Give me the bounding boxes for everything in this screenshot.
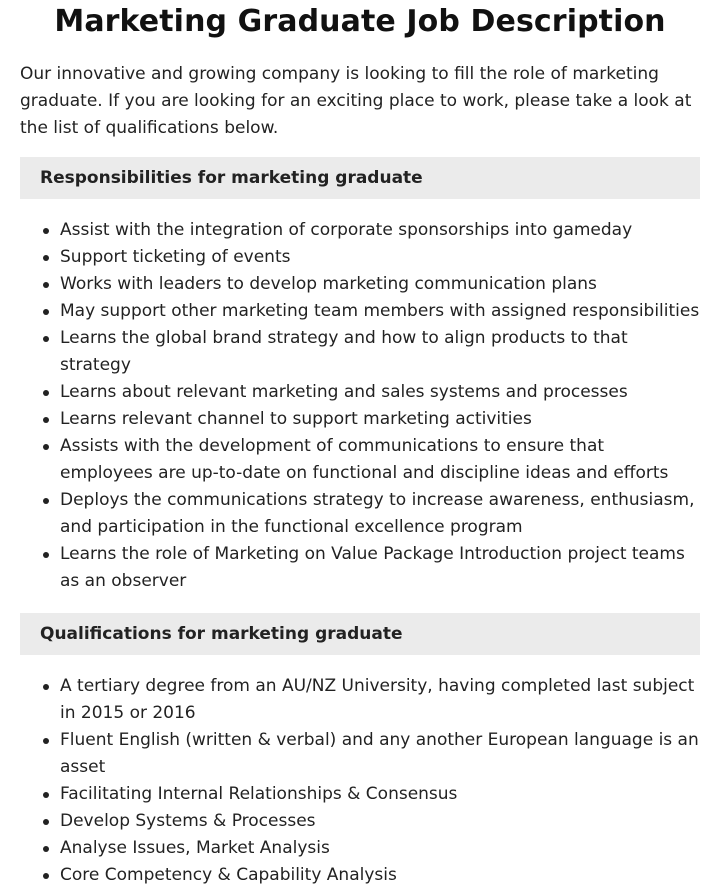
list-item-text: A tertiary degree from an AU/NZ University, having completed last subject in 2015 or 2016: [60, 676, 695, 723]
list-item-text: Support ticketing of events: [60, 247, 291, 267]
list-item-text: Deploys the communications strategy to increase awareness, enthusiasm, and participation in the functional excellence program: [60, 490, 695, 537]
bullet-icon: [43, 873, 49, 879]
list-item: [60, 487, 700, 541]
bullet-icon: [43, 792, 49, 798]
list-item: [60, 433, 700, 487]
list-item: [60, 217, 700, 244]
list-item-text: Analyse Issues, Market Analysis: [60, 838, 330, 858]
list-item: [60, 781, 700, 808]
list-item: [60, 379, 700, 406]
list-item: [60, 298, 700, 325]
list-item: [60, 808, 700, 835]
bullet-icon: [43, 282, 49, 288]
list-item-text: Develop Systems & Processes: [60, 811, 316, 831]
list-item-text: May support other marketing team members with assigned responsibilities: [60, 301, 700, 321]
qualifications-heading: Qualifications for marketing graduate: [20, 613, 700, 655]
responsibilities-list: [20, 217, 700, 595]
list-item: [60, 406, 700, 433]
bullet-icon: [43, 738, 49, 744]
list-item-text: Learns relevant channel to support marketing activities: [60, 409, 532, 429]
list-item-text: Works with leaders to develop marketing communication plans: [60, 274, 597, 294]
bullet-icon: [43, 228, 49, 234]
list-item-text: Facilitating Internal Relationships & Consensus: [60, 784, 458, 804]
bullet-icon: [43, 444, 49, 450]
list-item-text: Core Competency & Capability Analysis: [60, 865, 397, 885]
list-item: [60, 673, 700, 727]
bullet-icon: [43, 846, 49, 852]
bullet-icon: [43, 336, 49, 342]
list-item: [60, 862, 700, 889]
list-item-text: Learns the role of Marketing on Value Package Introduction project teams as an observer: [60, 544, 685, 591]
list-item-text: Learns the global brand strategy and how to align products to that strategy: [60, 328, 628, 375]
bullet-icon: [43, 552, 49, 558]
list-item: [60, 835, 700, 862]
bullet-icon: [43, 684, 49, 690]
page-title: Marketing Graduate Job Description: [54, 4, 666, 39]
qualifications-list: [20, 673, 700, 889]
list-item: [60, 271, 700, 298]
bullet-icon: [43, 390, 49, 396]
bullet-icon: [43, 498, 49, 504]
bullet-icon: [43, 255, 49, 261]
intro-paragraph: Our innovative and growing company is looking to fill the role of marketing graduate. If you are looking for an exciting place to work, please take a look at the list of qualifications below.: [20, 64, 692, 138]
list-item-text: Learns about relevant marketing and sales systems and processes: [60, 382, 628, 402]
list-item-text: Fluent English (written & verbal) and any another European language is an asset: [60, 730, 699, 777]
list-item: [60, 541, 700, 595]
list-item: [60, 325, 700, 379]
bullet-icon: [43, 819, 49, 825]
list-item: [60, 727, 700, 781]
list-item: [60, 244, 700, 271]
bullet-icon: [43, 309, 49, 315]
bullet-icon: [43, 417, 49, 423]
list-item-text: Assists with the development of communications to ensure that employees are up-to-date on functional and discipline ideas and efforts: [60, 436, 669, 483]
responsibilities-heading: Responsibilities for marketing graduate: [20, 157, 700, 199]
list-item-text: Assist with the integration of corporate sponsorships into gameday: [60, 220, 633, 240]
